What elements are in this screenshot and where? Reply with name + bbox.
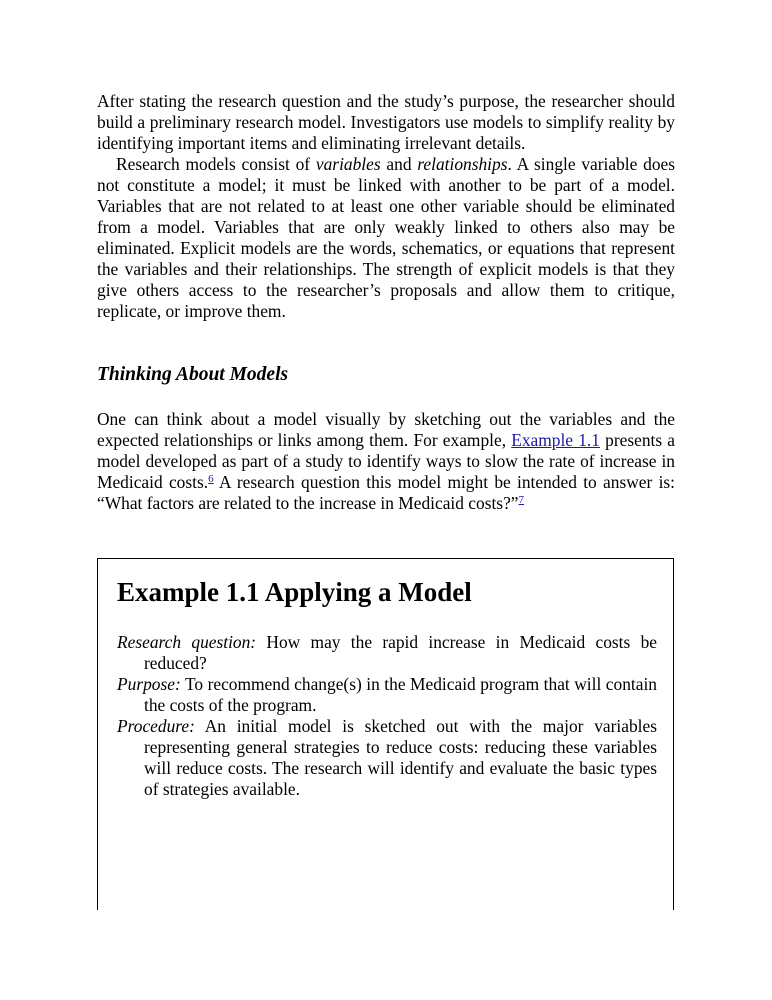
intro-paragraph: After stating the research question and the study’s purpose, the researcher should build a preliminary research model. Investigators use models to simplify reality by identifying important items and eliminating irrelevant details. (97, 91, 675, 153)
section-heading: Thinking About Models (97, 364, 289, 385)
example-item-list (117, 632, 657, 800)
item-text: An initial model is sketched out with the major variables representing general strategies to reduce costs: reducing these variables will reduce costs. The research will identify and evaluate the basic types of strategies available. (144, 716, 657, 799)
text-span: presents a model developed as part of a study to identify ways to slow the rate of increase in Medicaid costs. (97, 430, 676, 492)
research-models-paragraph (97, 154, 675, 322)
item-text: To recommend change(s) in the Medicaid program that will contain the costs of the program. (144, 674, 657, 715)
text-span: One can think about a model visually by sketching out the variables and the expected relationships or links among them. For example, (97, 409, 675, 450)
thinking-models-paragraph (97, 409, 675, 514)
item-text: How may the rapid increase in Medicaid costs be reduced? (144, 632, 658, 673)
text-span: Research models consist of (116, 154, 316, 174)
text-span: A research question this model might be intended to answer is: “What factors are related to the increase in Medicaid costs?” (97, 472, 676, 513)
example-box (97, 558, 674, 910)
term-relationships: relationships (417, 154, 508, 174)
example-link[interactable]: Example 1.1 (511, 430, 600, 450)
item-label: Procedure: (117, 716, 195, 736)
footnote-link-6[interactable]: 6 (208, 473, 214, 485)
example-item-research-question (117, 632, 657, 674)
item-label: Purpose: (117, 674, 181, 694)
example-item-procedure (117, 716, 657, 800)
text-span: and (380, 154, 418, 174)
term-variables: variables (315, 154, 381, 174)
footnote-link-7[interactable]: 7 (518, 494, 525, 506)
example-title: Example 1.1 Applying a Model (117, 577, 472, 607)
item-label: Research question: (117, 632, 257, 652)
text-span: . A single variable does not constitute a model; it must be linked with another to be part of a model. Variables that are not related to at least one other variable should be eliminated from a model. Variables that are only weakly linked to others also may be eliminated. Explicit models are the words, schematics, or equations that represent the variables and their relationships. The strength of explicit models is that they give others access to the researcher’s proposals and allow them to critique, replicate, or improve them. (97, 154, 676, 321)
example-item-purpose (117, 674, 657, 716)
